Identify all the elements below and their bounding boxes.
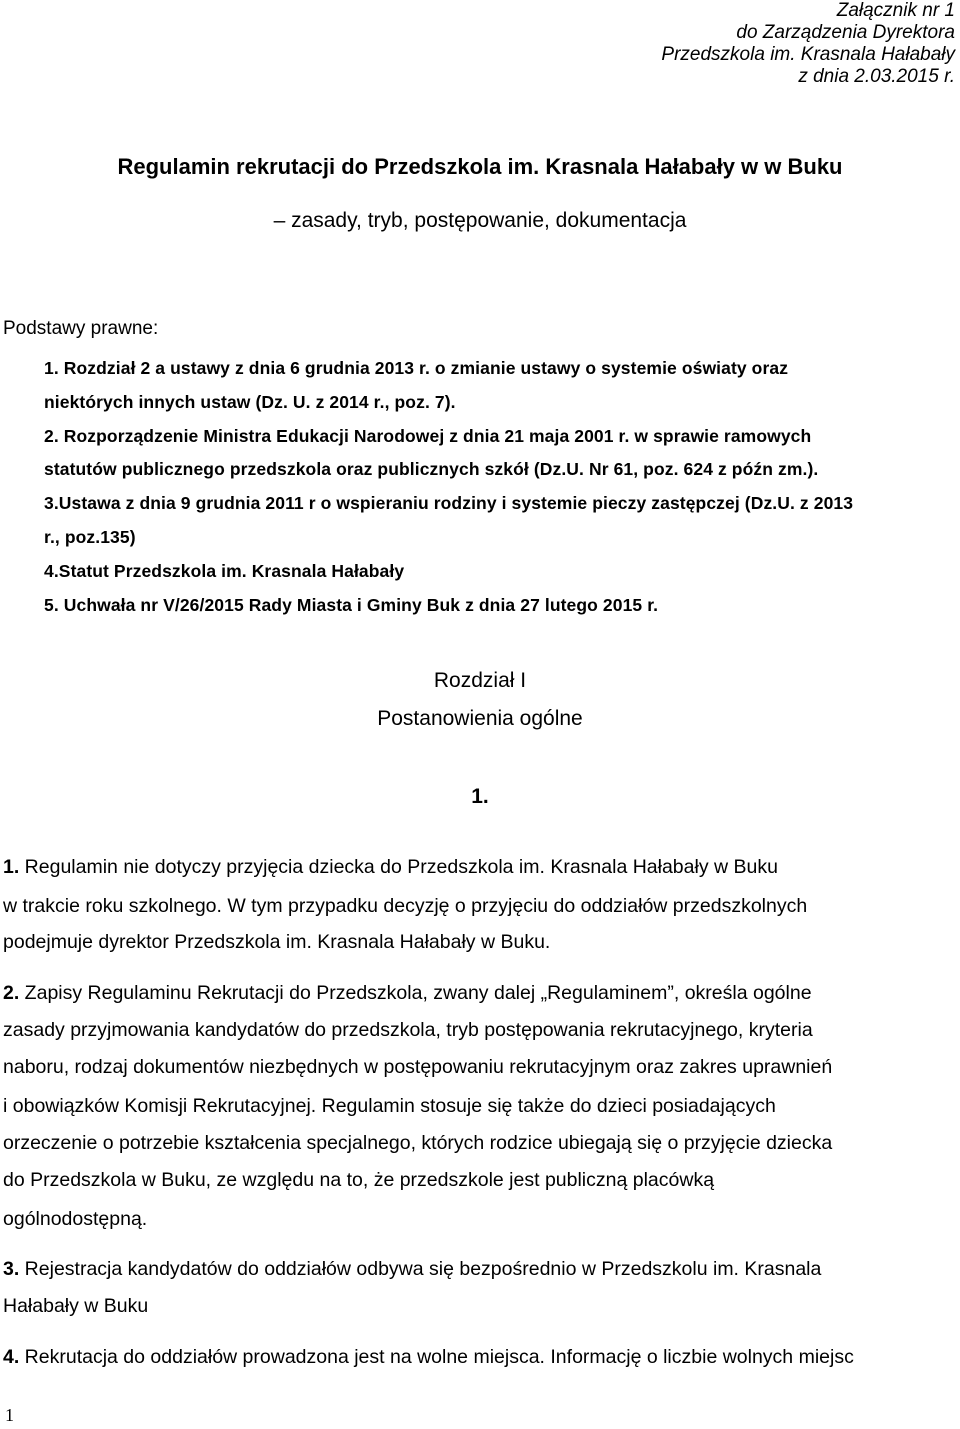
legal-basis-line: 4.Statut Przedszkola im. Krasnala Hałabały [44,561,405,581]
point-1-number: 1. [3,856,20,878]
annex-line-3: Przedszkola im. Krasnala Hałabały [661,44,955,65]
legal-basis-line: statutów publicznego przedszkola oraz publicznych szkół (Dz.U. Nr 61, poz. 624 z późn zm.). [44,459,819,479]
point-2-line: i obowiązków Komisji Rekrutacyjnej. Regulamin stosuje się także do dzieci posiadających [3,1095,776,1117]
legal-basis-line: 1. Rozdział 2 a ustawy z dnia 6 grudnia 2013 r. o zmianie ustawy o systemie oświaty oraz [44,358,789,378]
point-4-line: 4. Rekrutacja do oddziałów prowadzona jest na wolne miejsca. Informację o liczbie wolnych miejsc [3,1346,854,1368]
annex-line-2: do Zarządzenia Dyrektora [736,22,955,43]
point-3-line: 3. Rejestracja kandydatów do oddziałów odbywa się bezpośrednio w Przedszkolu im. Krasnala [3,1258,822,1280]
point-2-number: 2. [3,982,20,1004]
page-number: 1 [5,1405,14,1425]
chapter-title: Postanowienia ogólne [377,707,583,730]
legal-basis-line: r., poz.135) [44,527,136,547]
point-1-line: podejmuje dyrektor Przedszkola im. Krasnala Hałabały w Buku. [3,931,551,953]
chapter-number: Rozdział I [433,669,527,692]
point-2-line: naboru, rodzaj dokumentów niezbędnych w postępowaniu rekrutacyjnym oraz zakres uprawnień [3,1056,833,1078]
point-2-line: ogólnodostępną. [3,1208,148,1230]
legal-basis-heading: Podstawy prawne: [3,318,159,339]
annex-header [661,0,955,88]
document-subtitle: – zasady, tryb, postępowanie, dokumentacja [273,209,687,232]
annex-line-1: Załącznik nr 1 [836,0,955,21]
point-3-number: 3. [3,1258,20,1280]
annex-line-4: z dnia 2.03.2015 r. [798,66,955,87]
point-2-line: do Przedszkola w Buku, ze względu na to, że przedszkole jest publiczną placówką [3,1169,715,1191]
point-1-line: w trakcie roku szkolnego. W tym przypadku decyzję o przyjęciu do oddziałów przedszkolnych [3,895,808,917]
legal-basis-line: 2. Rozporządzenie Ministra Edukacji Narodowej z dnia 21 maja 2001 r. w sprawie ramowych [44,426,812,446]
document-title: Regulamin rekrutacji do Przedszkola im. Krasnala Hałabały w w Buku [117,154,843,179]
point-2-line: orzeczenie o potrzebie kształcenia specjalnego, których rodzice ubiegają się o przyjęcie dziecka [3,1132,833,1154]
point-3-line: Hałabały w Buku [3,1295,149,1317]
point-2-line: zasady przyjmowania kandydatów do przedszkola, tryb postępowania rekrutacyjnego, kryteria [3,1019,813,1041]
paragraph-heading: 1. [471,785,489,808]
legal-basis-line: 5. Uchwała nr V/26/2015 Rady Miasta i Gminy Buk z dnia 27 lutego 2015 r. [44,595,659,615]
point-1-line: 1. Regulamin nie dotyczy przyjęcia dziecka do Przedszkola im. Krasnala Hałabały w Buku [3,856,778,878]
legal-basis-line: niektórych innych ustaw (Dz. U. z 2014 r., poz. 7). [44,392,456,412]
point-4-number: 4. [3,1346,20,1368]
legal-basis-line: 3.Ustawa z dnia 9 grudnia 2011 r o wspieraniu rodziny i systemie pieczy zastępczej (Dz.U. z 2013 [44,493,854,513]
point-2-line: 2. Zapisy Regulaminu Rekrutacji do Przedszkola, zwany dalej „Regulaminem”, określa ogólne [3,982,812,1004]
